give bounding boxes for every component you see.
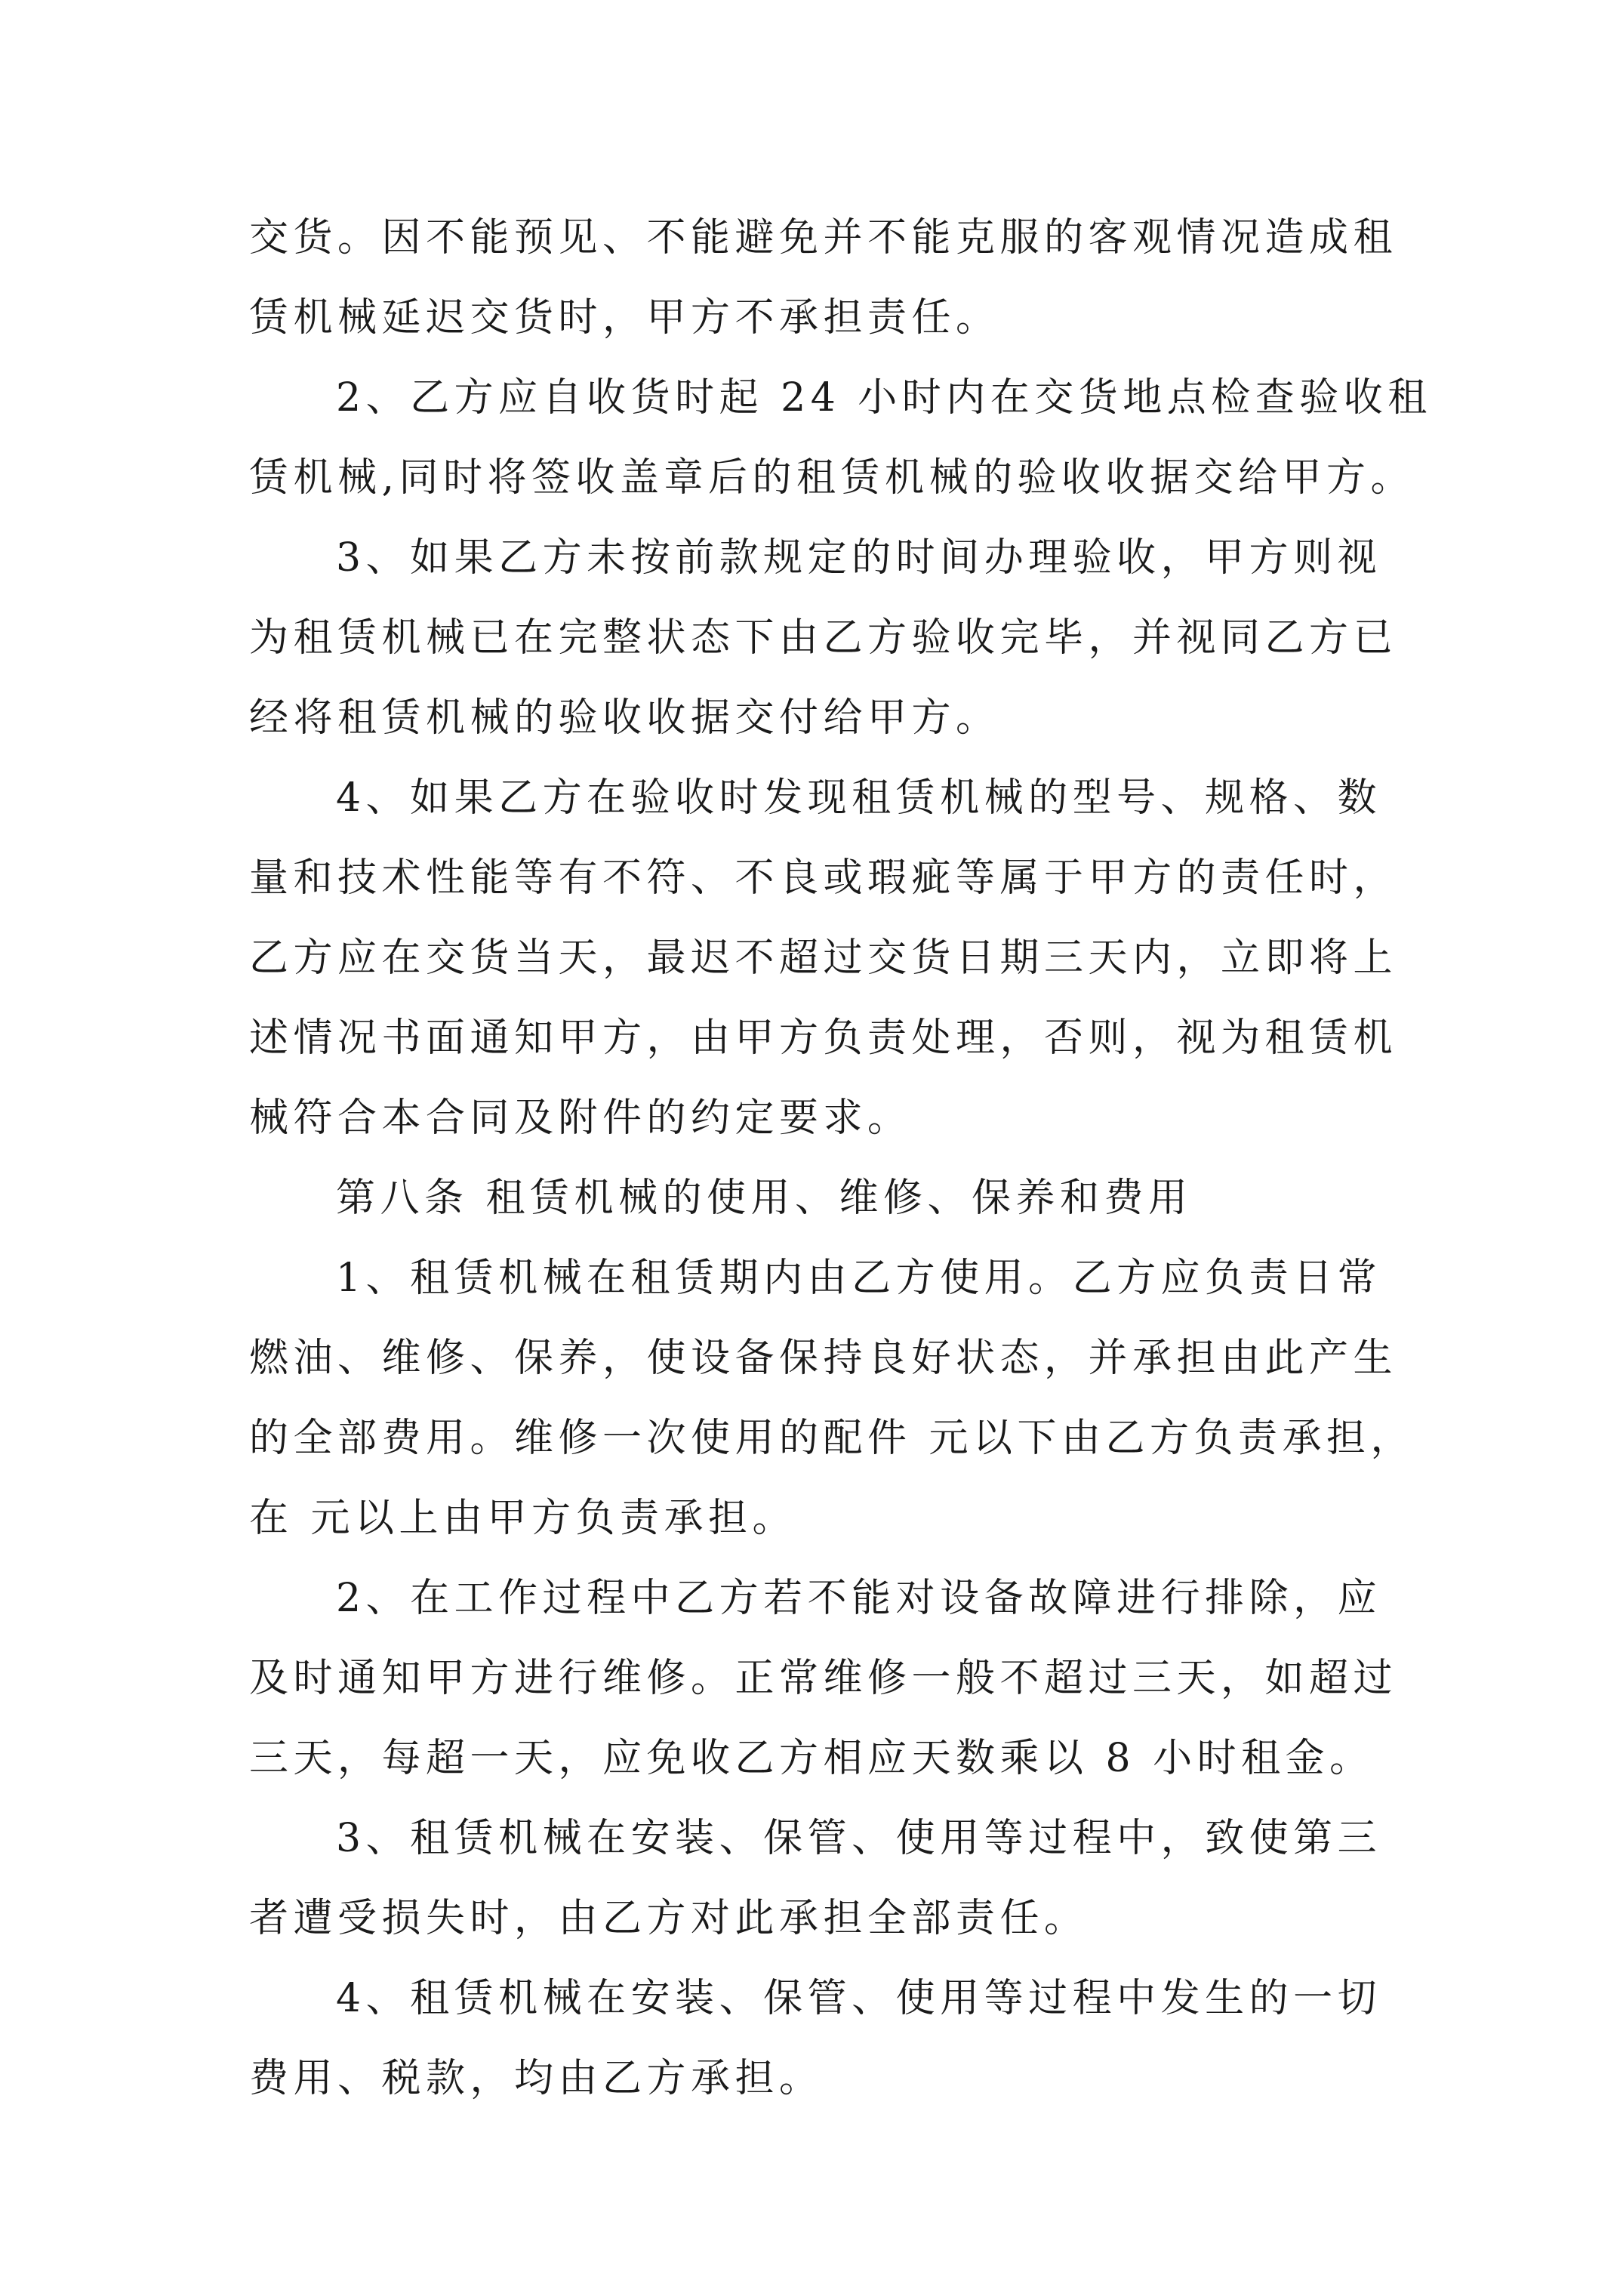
- text-line: 4、租赁机械在安装、保管、使用等过程中发生的一切: [336, 1976, 1382, 2021]
- text-line: 交货。因不能预见、不能避免并不能克服的客观情况造成租: [249, 215, 1398, 260]
- text-line: 述情况书面通知甲方，由甲方负责处理，否则，视为租赁机: [249, 1015, 1398, 1061]
- text-line: 费用、税款，均由乙方承担。: [249, 2056, 824, 2101]
- text-line: 赁机械,同时将签收盖章后的租赁机械的验收收据交给甲方。: [249, 455, 1415, 501]
- text-line: 3、租赁机械在安装、保管、使用等过程中，致使第三: [336, 1816, 1382, 1861]
- text-line: 2、在工作过程中乙方若不能对设备故障进行排除，应: [336, 1576, 1382, 1621]
- text-line: 经将租赁机械的验收收据交付给甲方。: [249, 695, 1000, 741]
- text-line: 三天，每超一天，应免收乙方相应天数乘以 8 小时租金。: [249, 1736, 1374, 1781]
- text-line: 燃油、维修、保养，使设备保持良好状态，并承担由此产生: [249, 1336, 1398, 1381]
- text-line: 1、租赁机械在租赁期内由乙方使用。乙方应负责日常: [336, 1256, 1382, 1301]
- text-line: 2、乙方应自收货时起 24 小时内在交货地点检查验收租: [336, 375, 1432, 421]
- text-line: 为租赁机械已在完整状态下由乙方验收完毕，并视同乙方已: [249, 615, 1398, 661]
- text-line: 者遭受损失时，由乙方对此承担全部责任。: [249, 1896, 1089, 1941]
- document-page: [249, 211, 1432, 2132]
- text-line: 在 元以上由甲方负责承担。: [249, 1496, 797, 1541]
- text-line: 4、如果乙方在验收时发现租赁机械的型号、规格、数: [336, 775, 1382, 821]
- section-heading: 第八条 租赁机械的使用、维修、保养和费用: [336, 1176, 1193, 1221]
- text-line: 赁机械延迟交货时，甲方不承担责任。: [249, 295, 1000, 341]
- text-line: 及时通知甲方进行维修。正常维修一般不超过三天，如超过: [249, 1656, 1398, 1701]
- text-line: 的全部费用。维修一次使用的配件 元以下由乙方负责承担，: [249, 1416, 1415, 1461]
- text-line: 械符合本合同及附件的约定要求。: [249, 1096, 912, 1141]
- text-line: 3、如果乙方未按前款规定的时间办理验收，甲方则视: [336, 535, 1382, 581]
- text-line: 量和技术性能等有不符、不良或瑕疵等属于甲方的责任时，: [249, 855, 1398, 901]
- text-line: 乙方应在交货当天，最迟不超过交货日期三天内，立即将上: [249, 935, 1398, 981]
